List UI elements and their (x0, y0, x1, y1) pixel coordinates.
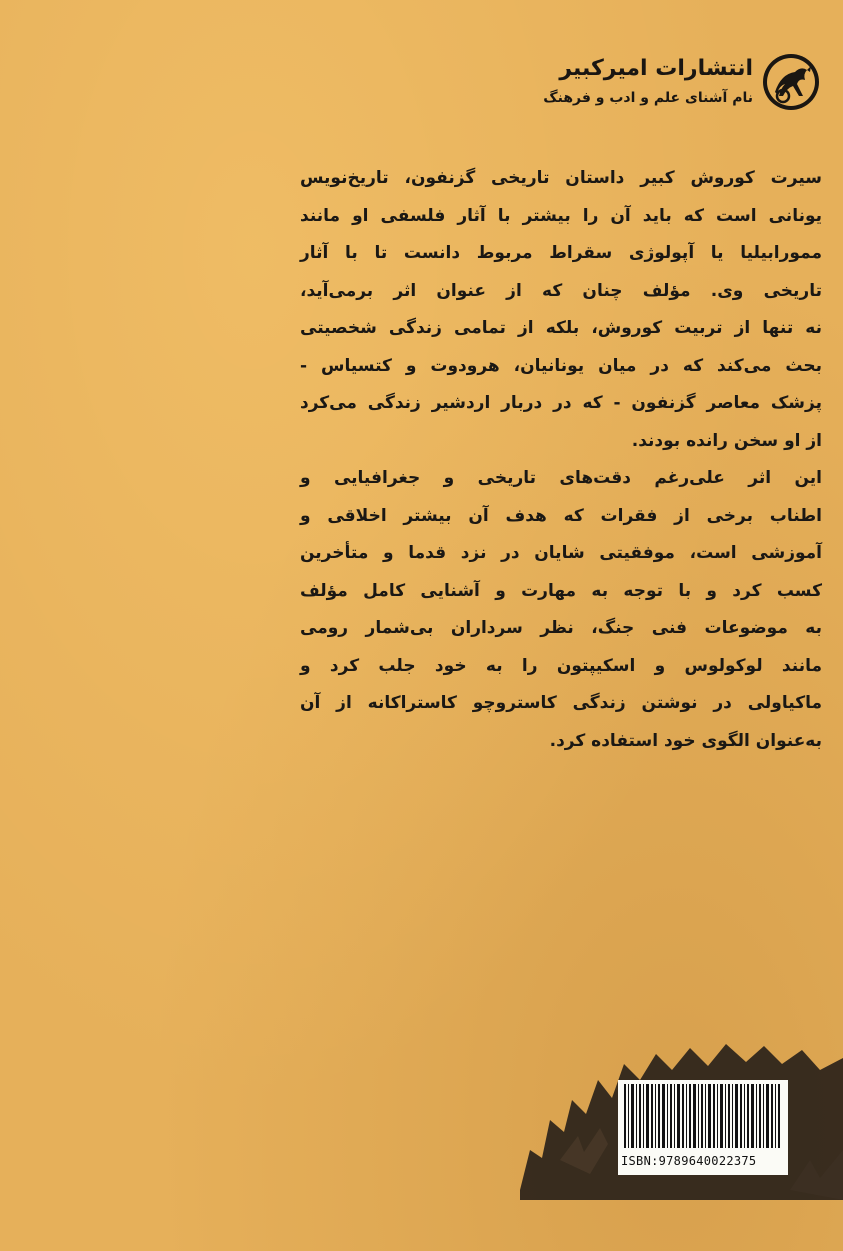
publisher-header (401, 52, 821, 112)
description-line: اطناب برخی از فقرات که هدف آن بیشتر اخلاقی و (300, 505, 822, 526)
description-line: سیرت کوروش کبیر داستان تاریخی گزنفون، تاریخ‌نویس (300, 168, 822, 188)
description-line: تاریخی وی. مؤلف چنان که از عنوان اثر برمی‌آید، (300, 280, 822, 301)
description-line: آموزشی است، موفقیتی شایان در نزد قدما و متأخرین (300, 543, 822, 563)
description-line: پزشک معاصر گزنفون - که در دربار اردشیر زندگی می‌کرد (300, 393, 822, 413)
book-description (300, 160, 822, 760)
description-paragraph-2 (300, 460, 822, 760)
description-line: ماکیاولی در نوشتن زندگی کاستروچو کاستراکانه از آن (300, 693, 822, 713)
description-line: مانند لوکولوس و اسکیپتون را به خود جلب کرد و (300, 655, 822, 676)
description-line: به‌عنوان الگوی خود استفاده کرد. (549, 730, 822, 751)
isbn-text: ISBN:9789640022375 (621, 1154, 757, 1168)
description-line: به موضوعات فنی جنگ، نظر سرداران بی‌شمار رومی (300, 618, 822, 638)
publisher-tagline: نام آشنای علم و ادب و فرهنگ (543, 90, 753, 106)
description-line: از او سخن رانده بودند. (631, 430, 822, 451)
description-line: کسب کرد و با توجه به مهارت و آشنایی کامل مؤلف (300, 580, 822, 601)
description-line: این اثر علی‌رغم دقت‌های تاریخی و جغرافیایی و (300, 468, 822, 488)
description-line: یونانی است که باید آن را بیشتر با آثار فلسفی او مانند (300, 205, 822, 226)
horse-chariot-logo-icon (761, 52, 821, 112)
description-line: بحث می‌کند که در میان یونانیان، هرودوت و کتسیاس - (300, 355, 822, 376)
barcode-icon (618, 1080, 788, 1152)
description-line: ممورابیلیا یا آپولوژی سقراط مربوط دانست تا با آثار (300, 243, 822, 263)
description-line: نه تنها از تربیت کوروش، بلکه از تمامی زندگی شخصیتی (300, 318, 822, 338)
description-paragraph-1 (300, 160, 822, 460)
publisher-name: انتشارات امیرکبیر (559, 56, 753, 81)
barcode-area (520, 1040, 843, 1200)
